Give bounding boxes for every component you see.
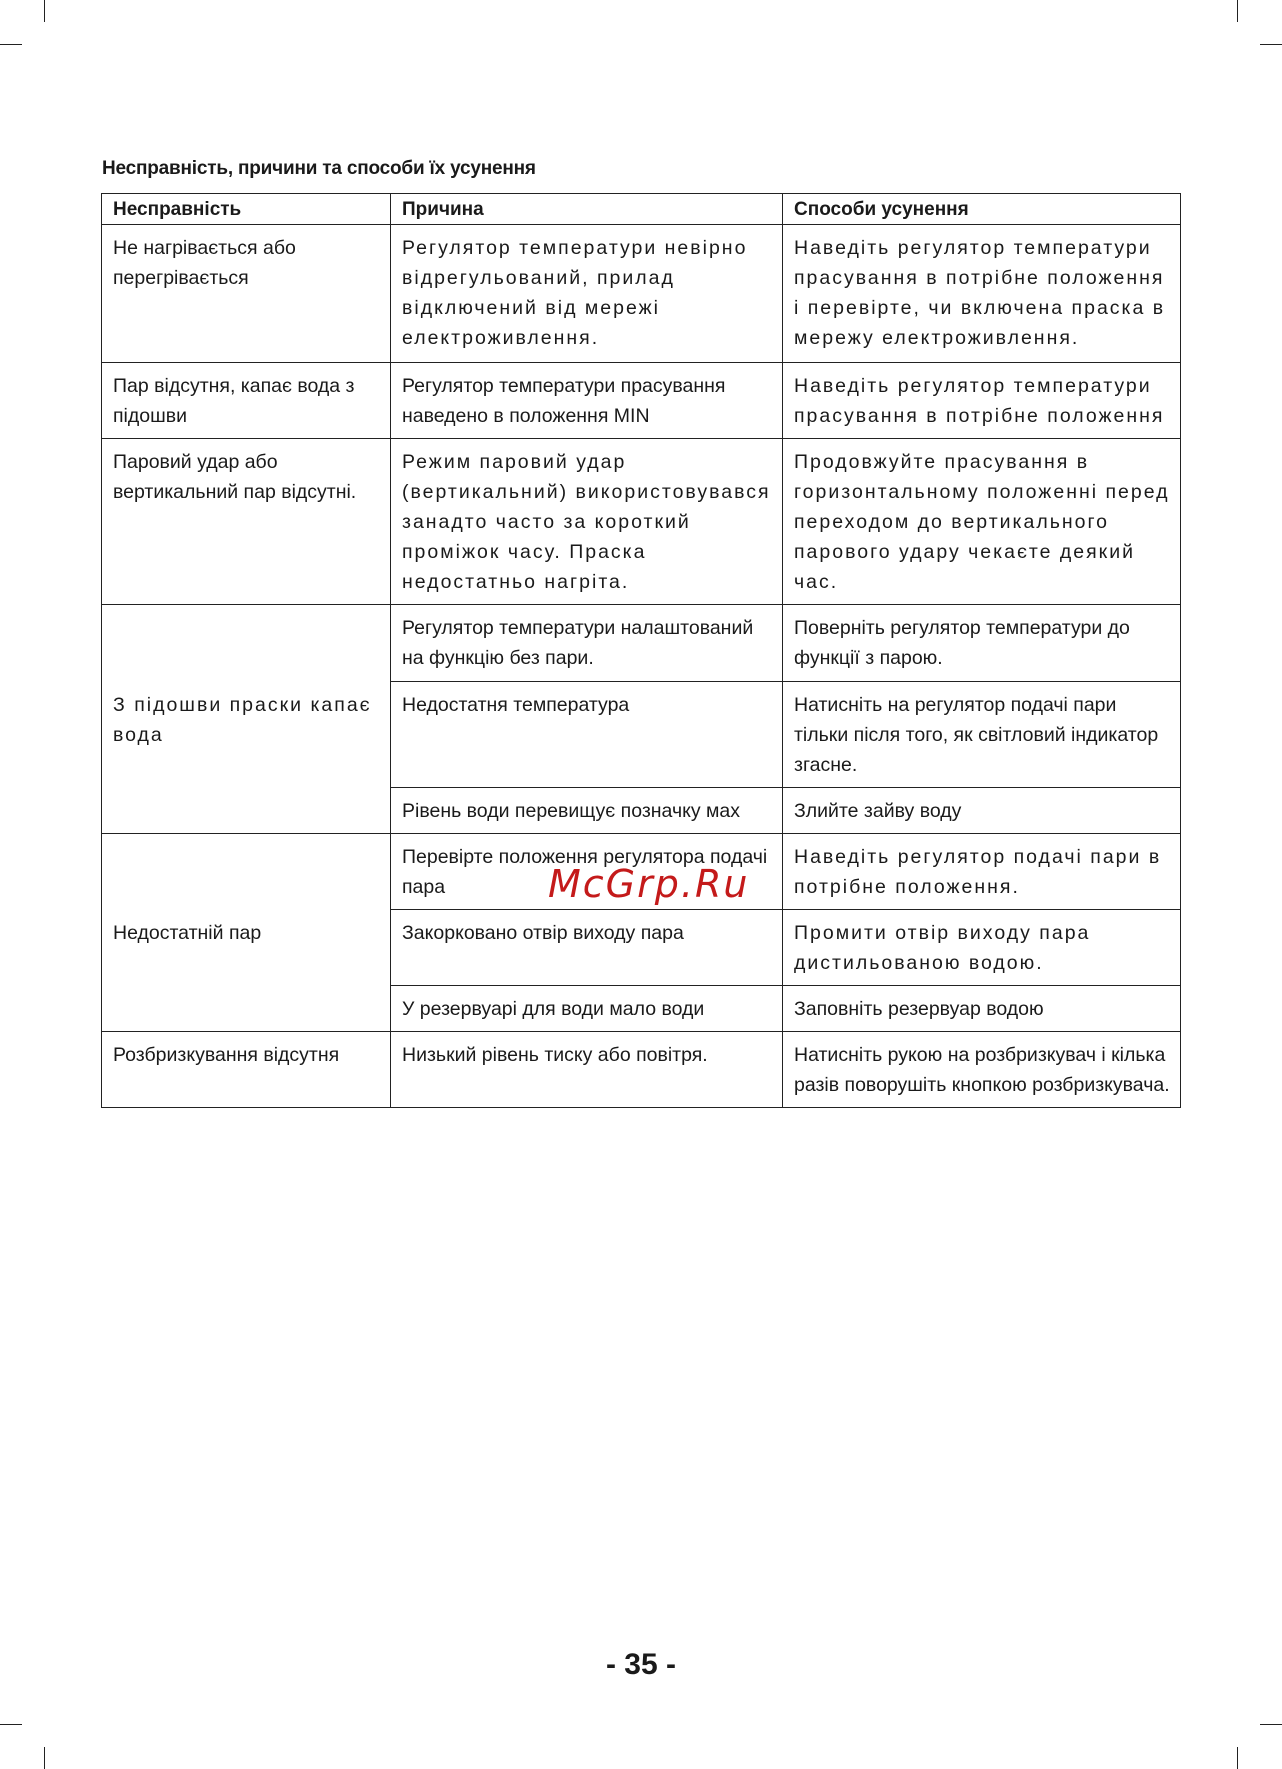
fault-cell: З підошви праски капає вода xyxy=(102,605,391,834)
remedy-cell: Продовжуйте прасування в горизонтальному положенні перед переходом до вертикального парового удару чекаєте деякий час. xyxy=(783,439,1181,605)
crop-mark xyxy=(1260,1724,1282,1725)
fault-cell: Розбризкування відсутня xyxy=(102,1032,391,1108)
table-row xyxy=(102,834,1181,910)
header-fault: Несправність xyxy=(102,194,391,225)
header-remedy: Способи усунення xyxy=(783,194,1181,225)
cause-cell: Закорковано отвір виходу пара xyxy=(391,910,783,986)
crop-mark xyxy=(44,1747,45,1769)
header-cause: Причина xyxy=(391,194,783,225)
fault-cell: Паровий удар або вертикальний пар відсутні. xyxy=(102,439,391,605)
troubleshooting-table xyxy=(101,193,1181,1108)
crop-mark xyxy=(1260,44,1282,45)
remedy-cell: Злийте зайву воду xyxy=(783,788,1181,834)
cause-cell: Регулятор температури налаштований на функцію без пари. xyxy=(391,605,783,682)
section-title: Несправність, причини та способи їх усунення xyxy=(102,158,536,179)
table-row xyxy=(102,1032,1181,1108)
remedy-cell: Заповніть резервуар водою xyxy=(783,986,1181,1032)
cause-cell: Регулятор температури прасування наведено в положення MIN xyxy=(391,363,783,439)
cause-cell: Регулятор температури невірно відрегульований, прилад відключений від мережі електроживлення. xyxy=(391,225,783,363)
crop-mark xyxy=(1237,0,1238,22)
remedy-cell: Поверніть регулятор температури до функції з парою. xyxy=(783,605,1181,682)
fault-cell: Недостатній пар xyxy=(102,834,391,1032)
watermark: McGrp.Ru xyxy=(548,862,750,906)
crop-mark xyxy=(0,44,22,45)
table-row xyxy=(102,439,1181,605)
remedy-cell: Натисніть рукою на розбризкувач і кілька разів поворушіть кнопкою розбризкувача. xyxy=(783,1032,1181,1108)
crop-mark xyxy=(44,0,45,22)
table-header-row xyxy=(102,194,1181,225)
cause-cell: Рівень води перевищує позначку мах xyxy=(391,788,783,834)
remedy-cell: Натисніть на регулятор подачі пари тільки після того, як світловий індикатор згасне. xyxy=(783,682,1181,788)
remedy-cell: Наведіть регулятор температури прасування в потрібне положення і перевірте, чи включена праска в мережу електроживлення. xyxy=(783,225,1181,363)
crop-mark xyxy=(1237,1747,1238,1769)
crop-mark xyxy=(0,1724,22,1725)
remedy-cell: Наведіть регулятор подачі пари в потрібне положення. xyxy=(783,834,1181,910)
remedy-cell: Наведіть регулятор температури прасування в потрібне положення xyxy=(783,363,1181,439)
table-row xyxy=(102,605,1181,682)
table-row xyxy=(102,225,1181,363)
cause-cell: Низький рівень тиску або повітря. xyxy=(391,1032,783,1108)
fault-cell: Не нагрівається або перегрівається xyxy=(102,225,391,363)
cause-cell: Недостатня температура xyxy=(391,682,783,788)
table-row xyxy=(102,363,1181,439)
fault-cell: Пар відсутня, капає вода з підошви xyxy=(102,363,391,439)
cause-cell: У резервуарі для води мало води xyxy=(391,986,783,1032)
remedy-cell: Промити отвір виходу пара дистильованою водою. xyxy=(783,910,1181,986)
page-number: - 35 - xyxy=(605,1648,677,1681)
cause-cell: Перевірте положення регулятора подачі пара xyxy=(391,834,783,910)
cause-cell: Режим паровий удар (вертикальний) використовувався занадто часто за короткий проміжок часу. Праска недостатньо нагріта. xyxy=(391,439,783,605)
